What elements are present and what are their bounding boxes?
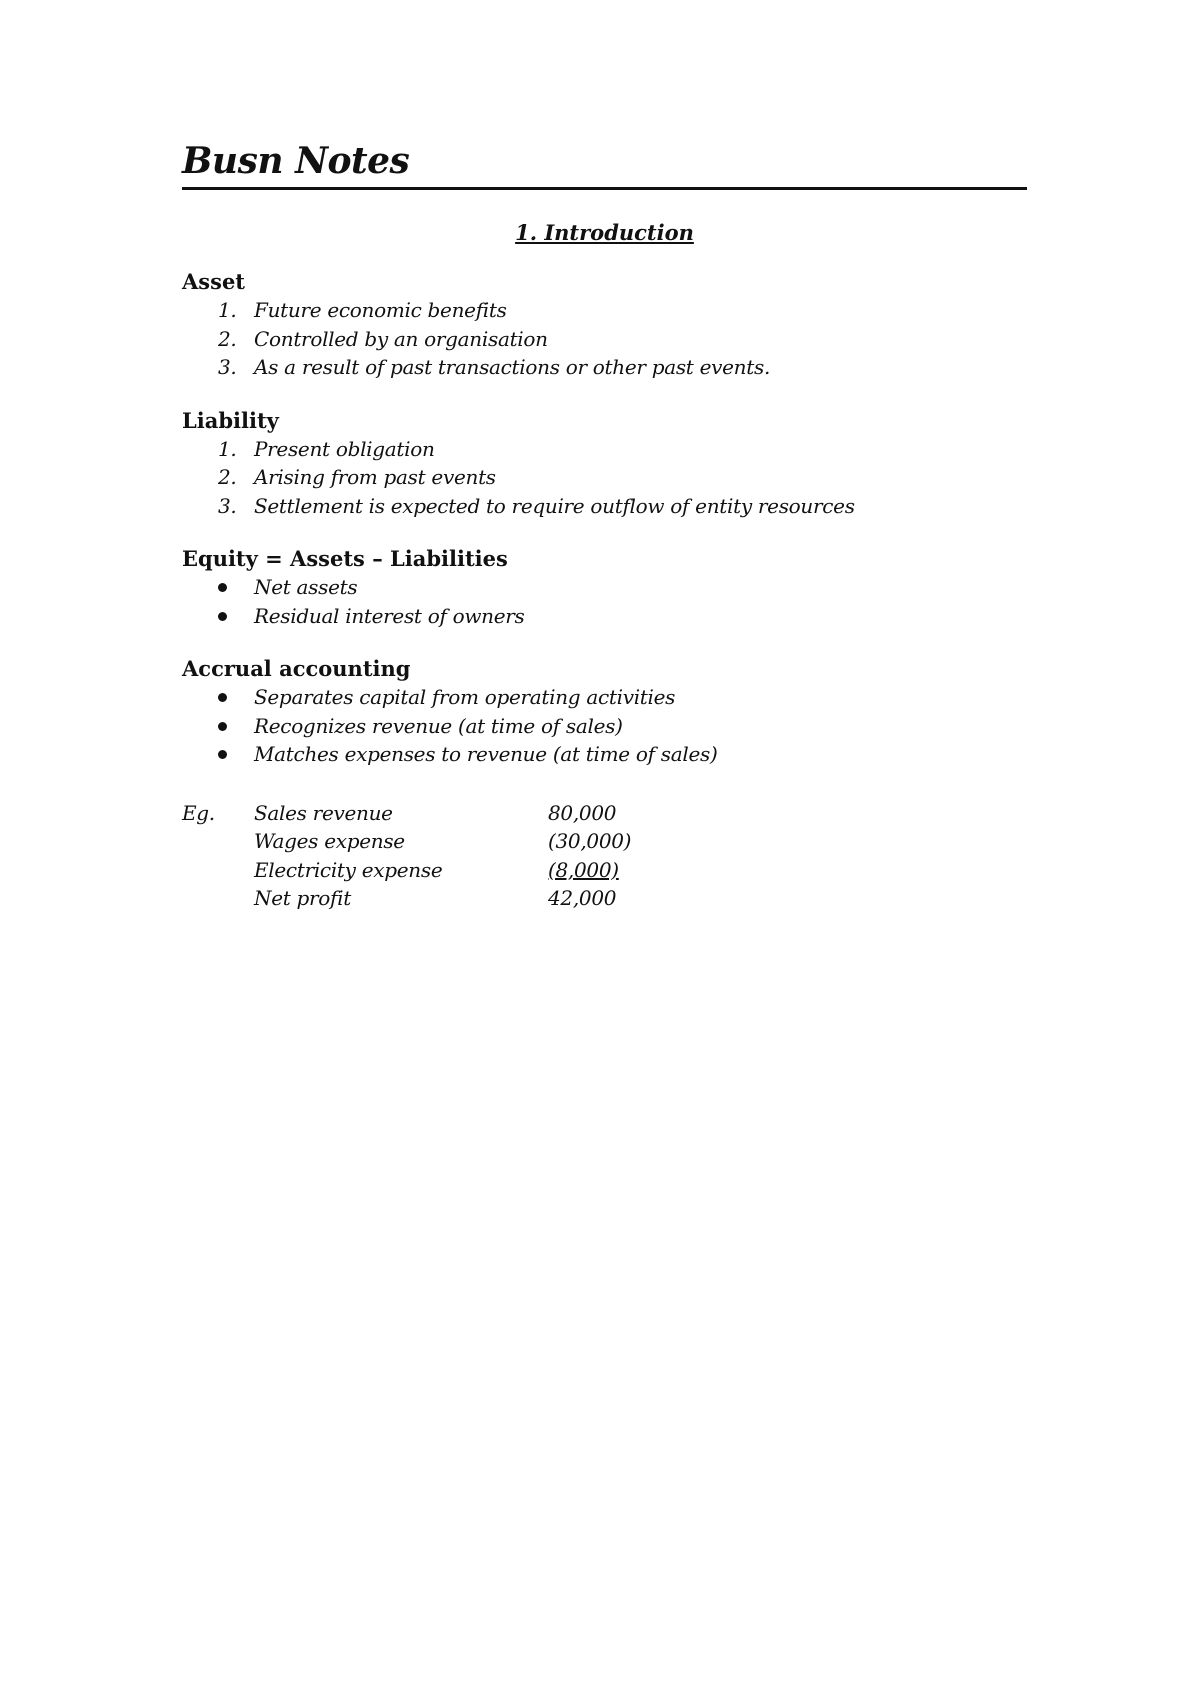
example-block xyxy=(182,799,1027,913)
liability-block xyxy=(182,406,1027,521)
list-item-text: Settlement is expected to require outflow of entity resources xyxy=(254,493,855,518)
list-number: 2. xyxy=(218,465,237,490)
list-item xyxy=(182,740,1027,769)
list-item xyxy=(182,602,1027,631)
example-amount: 80,000 xyxy=(548,800,617,825)
list-number: 3. xyxy=(218,355,237,380)
list-item xyxy=(182,463,1027,492)
list-item-text: Recognizes revenue (at time of sales) xyxy=(254,713,623,738)
equity-heading: Equity = Assets – Liabilities xyxy=(182,546,508,572)
example-prefix: Eg. xyxy=(182,800,215,825)
accrual-list xyxy=(182,683,1027,769)
asset-list xyxy=(182,296,1027,382)
list-item-text: Net assets xyxy=(254,575,358,600)
list-item xyxy=(182,712,1027,741)
example-amount: (8,000) xyxy=(548,857,619,882)
bullet-icon xyxy=(218,722,227,731)
list-item-text: Controlled by an organisation xyxy=(254,326,548,351)
example-amount: 42,000 xyxy=(548,886,617,911)
list-item-text: Arising from past events xyxy=(254,465,496,490)
example-row xyxy=(182,856,1027,885)
list-number: 2. xyxy=(218,326,237,351)
list-item xyxy=(182,353,1027,382)
section-title: 1. Introduction xyxy=(515,220,694,246)
liability-heading: Liability xyxy=(182,407,279,433)
list-item-text: Future economic benefits xyxy=(254,298,507,323)
bullet-icon xyxy=(218,693,227,702)
equity-list xyxy=(182,573,1027,630)
document-page xyxy=(182,140,1027,913)
asset-block xyxy=(182,267,1027,382)
equity-block xyxy=(182,544,1027,630)
accrual-heading: Accrual accounting xyxy=(182,656,411,682)
list-number: 1. xyxy=(218,298,237,323)
list-number: 1. xyxy=(218,436,237,461)
list-item xyxy=(182,325,1027,354)
list-number: 3. xyxy=(218,493,237,518)
list-item xyxy=(182,435,1027,464)
bullet-icon xyxy=(218,750,227,759)
example-label: Net profit xyxy=(254,886,351,911)
list-item-text: Separates capital from operating activities xyxy=(254,685,676,710)
accrual-block xyxy=(182,654,1027,769)
list-item-text: Present obligation xyxy=(254,436,435,461)
list-item-text: Residual interest of owners xyxy=(254,603,525,628)
example-row xyxy=(182,884,1027,913)
asset-heading: Asset xyxy=(182,269,245,295)
example-row xyxy=(182,799,1027,828)
example-row xyxy=(182,827,1027,856)
example-label: Wages expense xyxy=(254,829,405,854)
list-item-text: As a result of past transactions or other past events. xyxy=(254,355,770,380)
list-item xyxy=(182,573,1027,602)
list-item xyxy=(182,296,1027,325)
example-label: Electricity expense xyxy=(254,857,443,882)
bullet-icon xyxy=(218,612,227,621)
document-title: Busn Notes xyxy=(182,140,1027,190)
example-amount: (30,000) xyxy=(548,829,632,854)
example-label: Sales revenue xyxy=(254,800,393,825)
bullet-icon xyxy=(218,583,227,592)
list-item xyxy=(182,492,1027,521)
list-item-text: Matches expenses to revenue (at time of sales) xyxy=(254,742,718,767)
liability-list xyxy=(182,435,1027,521)
list-item xyxy=(182,683,1027,712)
